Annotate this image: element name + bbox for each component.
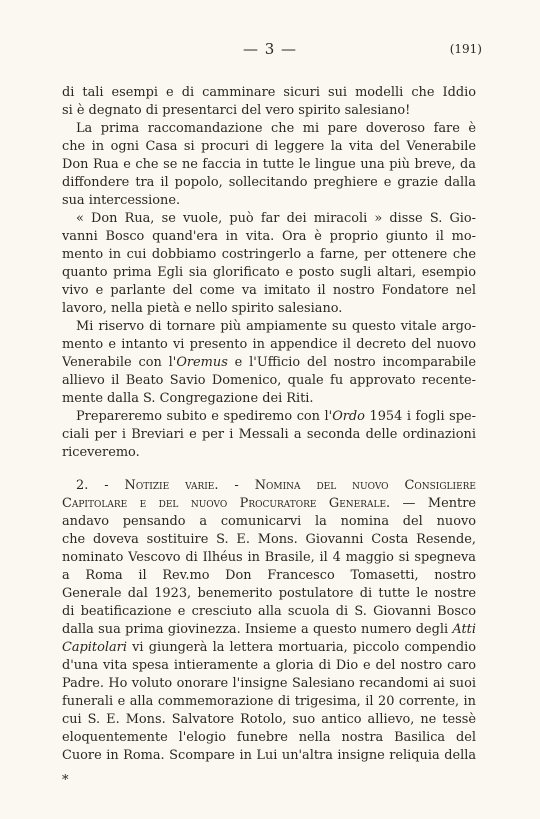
text-line: riceveremo. <box>62 445 140 460</box>
text-segment: — Mentre <box>390 496 476 511</box>
text-line: Generale dal 1923, benemerito postulatore di tutte le nostre <box>62 586 476 601</box>
text-line: sua intercessione. <box>62 193 181 208</box>
italic-title: Capitolari <box>62 640 127 655</box>
text-line: che in ogni Casa si procuri di leggere la vita del Venerabile <box>62 139 476 154</box>
text-segment: vi giungerà la lettera mortuaria, piccolo compendio <box>126 640 476 655</box>
text-line: di beatificazione e cresciuto alla scuola di S. Giovanni Bosco <box>62 604 476 619</box>
footnote-asterisk: * <box>62 773 69 788</box>
section-number: 2. - <box>76 478 125 493</box>
text-line: Mi riservo di tornare più ampiamente su questo vitale argo- <box>76 319 476 334</box>
text-line <box>62 621 476 639</box>
section-heading: Capitolare e del nuovo Procuratore Generale. <box>62 496 391 511</box>
body-text <box>62 84 476 765</box>
text-line: « Don Rua, se vuole, può far dei miracoli » disse S. Gio- <box>76 211 476 226</box>
section-heading: Notizie varie. - Nomina del nuovo Consigliere <box>124 478 476 493</box>
text-line <box>62 354 476 372</box>
text-line: nominato Vescovo di Ilhéus in Brasile, il 4 maggio si spegneva <box>62 550 476 565</box>
text-line <box>62 639 476 657</box>
text-line <box>62 408 476 426</box>
text-line: mente dalla S. Congregazione dei Riti. <box>62 391 314 406</box>
italic-title: Oremus <box>176 355 228 370</box>
text-line: di tali esempi e di camminare sicuri sui modelli che Iddio <box>62 85 476 100</box>
text-line: ciali per i Breviari e per i Messali a seconda delle ordinazioni <box>62 427 476 442</box>
section-heading-line <box>62 477 476 495</box>
text-line: andavo pensando a comunicarvi la nomina del nuovo <box>62 514 476 529</box>
text-segment: e l'Ufficio del nostro incomparabile <box>227 355 476 370</box>
text-line: Don Rua e che se ne faccia in tutte le lingue una più breve, da <box>62 157 476 172</box>
page-header <box>0 40 540 60</box>
text-line: diffondere tra il popolo, sollecitando preghiere e grazie dalla <box>62 175 476 190</box>
section-gap <box>62 462 476 477</box>
text-segment: Venerabile con l' <box>62 355 177 370</box>
text-line: d'una vita spesa intieramente a gloria di Dio e del nostro caro <box>62 658 476 673</box>
section-heading-line <box>62 495 476 513</box>
text-line: eloquentemente l'elogio funebre nella nostra Basilica del <box>62 730 476 745</box>
text-line: Padre. Ho voluto onorare l'insigne Salesiano recandomi ai suoi <box>62 676 476 691</box>
italic-title: Atti <box>452 622 476 637</box>
page-number: — 3 — <box>242 40 298 58</box>
text-line: a Roma il Rev.mo Don Francesco Tomasetti, nostro <box>62 568 476 583</box>
text-segment: 1954 i fogli spe- <box>364 409 476 424</box>
text-line: quanto prima Egli sia glorificato e posto sugli altari, esempio <box>62 265 476 280</box>
text-line: vivo e parlante del come va imitato il nostro Fondatore nel <box>62 283 476 298</box>
text-line: funerali e alla commemorazione di trigesima, il 20 corrente, in <box>62 694 476 709</box>
text-line: che doveva sostituire S. E. Mons. Giovanni Costa Resende, <box>62 532 476 547</box>
text-line: mento e intanto vi presento in appendice il decreto del nuovo <box>62 337 476 352</box>
text-line: lavoro, nella pietà e nello spirito salesiano. <box>62 301 343 316</box>
text-segment: Prepareremo subito e spediremo con l' <box>76 409 333 424</box>
text-line: vanni Bosco quand'era in vita. Ora è proprio giunto il mo- <box>62 229 476 244</box>
text-line: allievo il Beato Savio Domenico, quale fu approvato recente- <box>62 373 476 388</box>
italic-title: Ordo <box>332 409 365 424</box>
text-segment: dalla sua prima giovinezza. Insieme a questo numero degli <box>62 622 453 637</box>
text-line: cui S. E. Mons. Salvatore Rotolo, suo antico allievo, ne tessè <box>62 712 476 727</box>
text-line: si è degnato di presentarci del vero spirito salesiano! <box>62 103 411 118</box>
text-line: mento in cui dobbiamo costringerlo a farne, per ottenere che <box>62 247 476 262</box>
page-reference-number: (191) <box>449 42 482 56</box>
text-line: Cuore in Roma. Scompare in Lui un'altra insigne reliquia della <box>62 748 476 763</box>
text-line: La prima raccomandazione che mi pare doveroso fare è <box>76 121 476 136</box>
